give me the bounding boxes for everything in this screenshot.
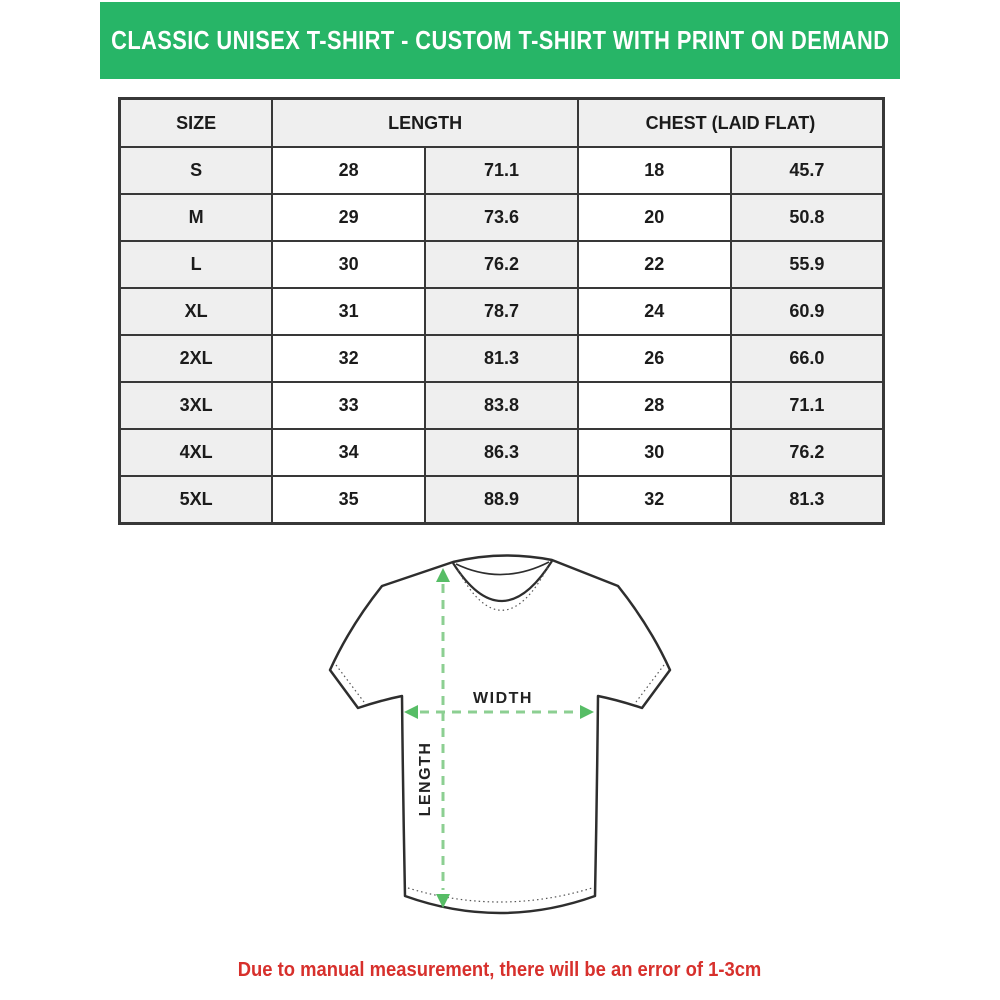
column-header-length: LENGTH bbox=[272, 99, 578, 148]
size-cell: L bbox=[120, 241, 273, 288]
length-in-cell: 32 bbox=[272, 335, 425, 382]
chest-cm-cell: 81.3 bbox=[731, 476, 884, 524]
length-cm-cell: 81.3 bbox=[425, 335, 578, 382]
length-in-cell: 33 bbox=[272, 382, 425, 429]
length-label: LENGTH bbox=[417, 741, 434, 817]
table-header-row bbox=[120, 99, 884, 148]
length-cm-cell: 88.9 bbox=[425, 476, 578, 524]
size-cell: S bbox=[120, 147, 273, 194]
table-row bbox=[120, 429, 884, 476]
table-row bbox=[120, 382, 884, 429]
size-cell: 3XL bbox=[120, 382, 273, 429]
length-cm-cell: 76.2 bbox=[425, 241, 578, 288]
chest-cm-cell: 76.2 bbox=[731, 429, 884, 476]
chest-cm-cell: 71.1 bbox=[731, 382, 884, 429]
measurement-note bbox=[0, 950, 1000, 990]
measurement-note-text: Due to manual measurement, there will be an error of 1-3cm bbox=[238, 958, 762, 981]
length-cm-cell: 71.1 bbox=[425, 147, 578, 194]
chest-cm-cell: 45.7 bbox=[731, 147, 884, 194]
table-row bbox=[120, 476, 884, 524]
length-in-cell: 34 bbox=[272, 429, 425, 476]
size-cell: M bbox=[120, 194, 273, 241]
table-row bbox=[120, 335, 884, 382]
chest-cm-cell: 55.9 bbox=[731, 241, 884, 288]
chest-in-cell: 18 bbox=[578, 147, 731, 194]
chest-in-cell: 32 bbox=[578, 476, 731, 524]
length-in-cell: 29 bbox=[272, 194, 425, 241]
length-in-cell: 30 bbox=[272, 241, 425, 288]
size-cell: 5XL bbox=[120, 476, 273, 524]
length-cm-cell: 78.7 bbox=[425, 288, 578, 335]
table-row bbox=[120, 194, 884, 241]
chest-in-cell: 24 bbox=[578, 288, 731, 335]
chest-cm-cell: 50.8 bbox=[731, 194, 884, 241]
chest-in-cell: 26 bbox=[578, 335, 731, 382]
length-in-cell: 31 bbox=[272, 288, 425, 335]
column-header-size: SIZE bbox=[120, 99, 273, 148]
length-cm-cell: 83.8 bbox=[425, 382, 578, 429]
chest-cm-cell: 66.0 bbox=[731, 335, 884, 382]
width-label: WIDTH bbox=[473, 690, 533, 707]
chest-cm-cell: 60.9 bbox=[731, 288, 884, 335]
size-cell: 4XL bbox=[120, 429, 273, 476]
chest-in-cell: 28 bbox=[578, 382, 731, 429]
size-chart-table bbox=[118, 97, 885, 525]
size-cell: XL bbox=[120, 288, 273, 335]
title-banner bbox=[100, 2, 900, 79]
chest-in-cell: 22 bbox=[578, 241, 731, 288]
tshirt-outline bbox=[330, 555, 670, 913]
page-title: CLASSIC UNISEX T-SHIRT - CUSTOM T-SHIRT WITH PRINT ON DEMAND bbox=[110, 25, 890, 55]
chest-in-cell: 20 bbox=[578, 194, 731, 241]
table-row bbox=[120, 147, 884, 194]
tshirt-measurement-diagram bbox=[300, 540, 700, 940]
table-row bbox=[120, 288, 884, 335]
length-cm-cell: 73.6 bbox=[425, 194, 578, 241]
column-header-chest: CHEST (LAID FLAT) bbox=[578, 99, 884, 148]
length-in-cell: 28 bbox=[272, 147, 425, 194]
length-cm-cell: 86.3 bbox=[425, 429, 578, 476]
length-in-cell: 35 bbox=[272, 476, 425, 524]
table-row bbox=[120, 241, 884, 288]
chest-in-cell: 30 bbox=[578, 429, 731, 476]
size-cell: 2XL bbox=[120, 335, 273, 382]
